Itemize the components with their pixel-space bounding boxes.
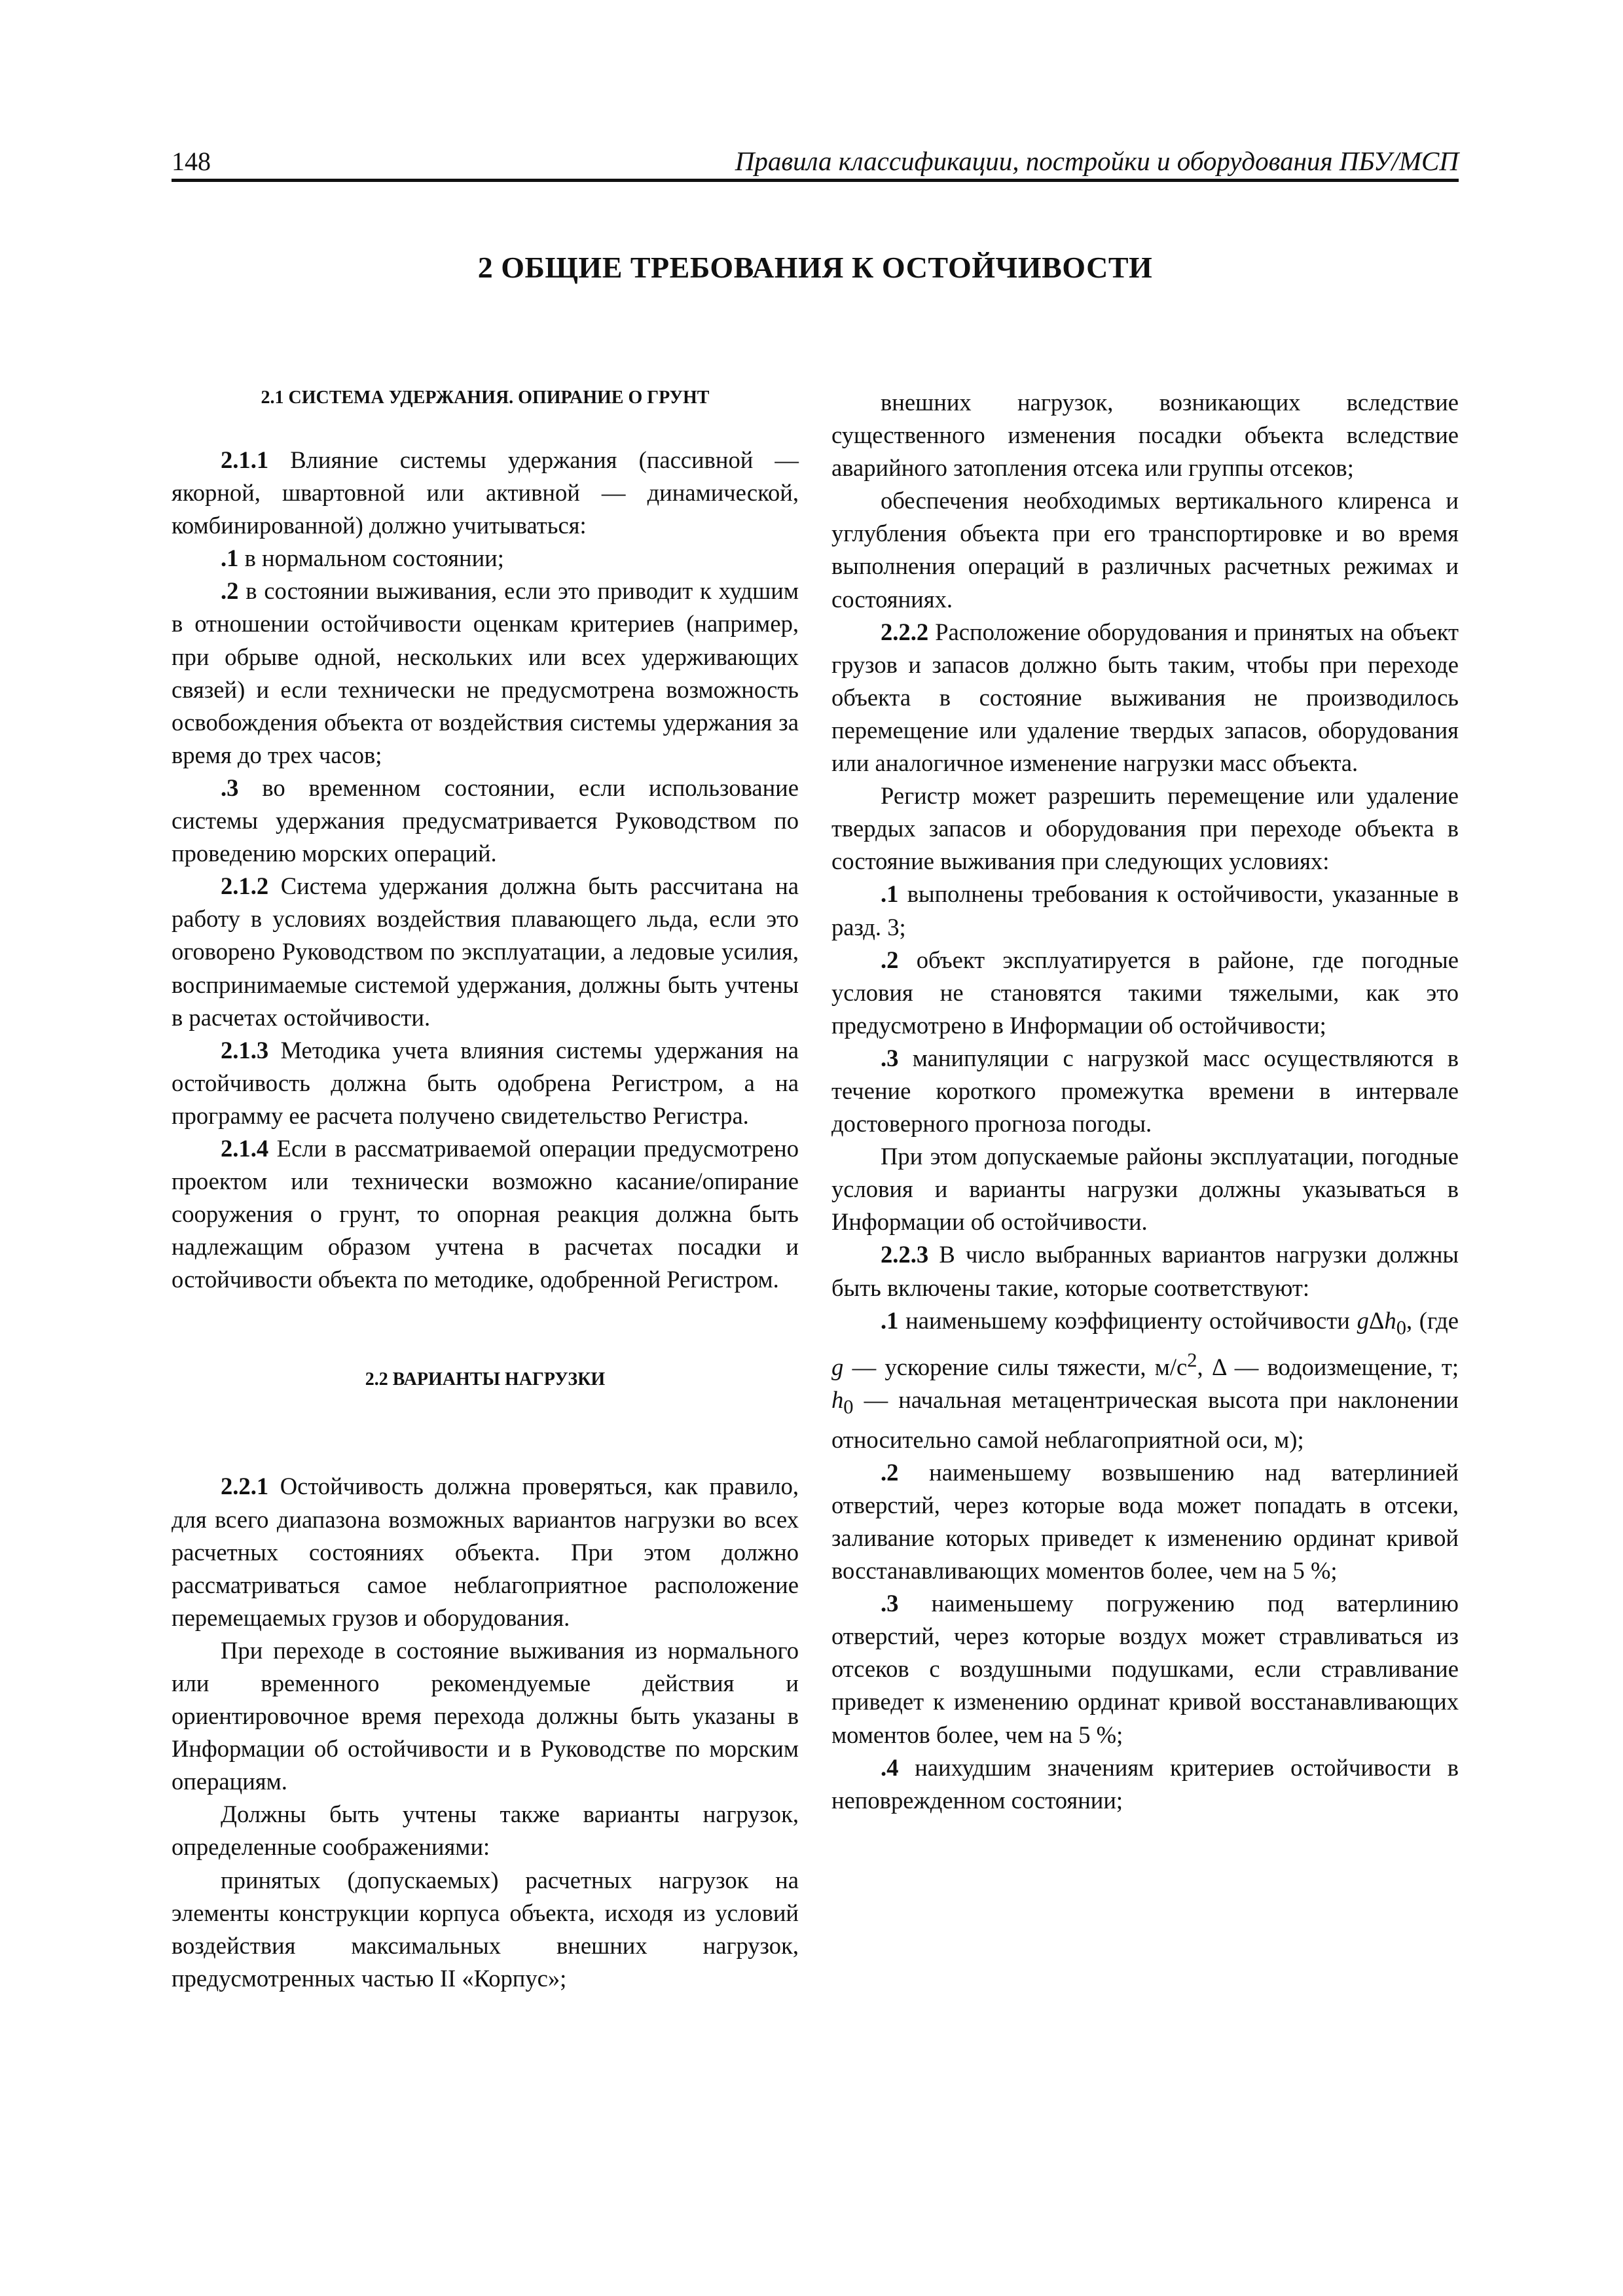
paragraph-2-2-1: [172, 1470, 799, 1634]
paragraph-text: Расположение оборудования и принятых на объект грузов и запасов должно быть таким, чтобы при переходе объекта в состояние выживания не производилось перемещение или удаление твердых запасов, оборудования или аналогичное изменение нагрузки масс объекта.: [831, 618, 1459, 777]
paragraph-transition: При переходе в состояние выживания из нормального или временного рекомендуемые действия и ориентировочное время перехода должны быть указаны в Информации об остойчивости и в Руководстве по морским операциям.: [172, 1636, 799, 1795]
paragraph-text: Остойчивость должна проверяться, как правило, для всего диапазона возможных вариантов нагрузки во всех расчетных состояниях объекта. При этом должно рассматриваться самое неблагоприятное расположение перемещаемых грузов и оборудования.: [172, 1473, 799, 1631]
item-text: наихудшим значениям критериев остойчивости в неповрежденном состоянии;: [831, 1753, 1459, 1814]
paragraph-external-loads: внешних нагрузок, возникающих вследствие существенного изменения посадки объекта вследствие аварийного затопления отсека или группы отсеков;: [831, 389, 1459, 482]
item-text: манипуляции с нагрузкой масс осуществляются в течение короткого промежутка времени в интервале достоверного прогноза погоды.: [831, 1044, 1459, 1138]
item-text: во временном состоянии, если использование системы удержания предусматривается Руководством по проведению морских операций.: [172, 774, 799, 867]
paragraph-text: Если в рассматриваемой операции предусмотрено проектом или технически возможно касание/опирание сооружения о грунт, то опорная реакция должна быть надлежащим образом учтена в расчетах посадки и остойчивости объекта по методике, одобренной Регистром.: [172, 1134, 799, 1293]
running-title: Правила классификации, постройки и оборудования ПБУ/МСП: [735, 146, 1459, 176]
paragraph-text: В число выбранных вариантов нагрузки должны быть включены такие, которые соответствуют:: [831, 1241, 1459, 1301]
item-number: .1: [221, 545, 239, 572]
paragraph-text: Методика учета влияния системы удержания на остойчивость должна быть одобрена Регистром, а на программу ее расчета получено свидетельство Регистра.: [172, 1036, 799, 1129]
list-item: [831, 1304, 1459, 1456]
paragraph-register: Регистр может разрешить перемещение или удаление твердых запасов и оборудования при переходе объекта в состояние выживания при следующих условиях:: [831, 782, 1459, 875]
symbol-g: g: [1357, 1306, 1369, 1334]
item-text: , (где: [1406, 1306, 1459, 1334]
section-2-2-heading: 2.2 ВАРИАНТЫ НАГРУЗКИ: [365, 1369, 606, 1390]
paragraph-areas: При этом допускаемые районы эксплуатации, погодные условия и варианты нагрузки должны указываться в Информации об остойчивости.: [831, 1143, 1459, 1236]
item-text: наименьшему возвышению над ватерлинией отверстий, через которые вода может попадать в отсеки, заливание которых приведет к изменению ординат кривой восстанавливающих моментов более, чем на 5 %;: [831, 1458, 1459, 1585]
clause-number: 2.2.3: [881, 1241, 929, 1268]
item-text: — начальная метацентрическая высота при наклонении относительно самой неблагоприятной оси, м);: [831, 1386, 1459, 1453]
paragraph-2-2-3: [831, 1238, 1459, 1304]
list-item: [831, 1751, 1459, 1817]
item-number: .2: [221, 577, 239, 605]
paragraph-clearance: обеспечения необходимых вертикального клиренса и углубления объекта при его транспортировке и во время выполнения операций в различных расчетных режимах и состояниях.: [831, 487, 1459, 613]
item-text: в состоянии выживания, если это приводит к худшим в отношении остойчивости оценкам критериев (например, при обрыве одной, нескольких или всех удерживающих связей) и если технически не предусмотрена возможность освобождения объекта от воздействия системы удержания за время до трех часов;: [172, 577, 799, 768]
list-item: [831, 878, 1459, 943]
item-text: в нормальном состоянии;: [238, 545, 504, 572]
item-text: — ускорение силы тяжести, м/с: [843, 1354, 1188, 1381]
section-2-1-heading: 2.1 СИСТЕМА УДЕРЖАНИЯ. ОПИРАНИЕ О ГРУНТ: [261, 387, 710, 408]
list-item: [172, 575, 799, 772]
item-text: объект эксплуатируется в районе, где погодные условия не становятся такими тяжелыми, как это предусмотрено в Информации об остойчивости;: [831, 946, 1459, 1039]
clause-number: 2.2.1: [221, 1473, 269, 1500]
paragraph-2-1-3: [172, 1034, 799, 1132]
item-number: .3: [881, 1590, 899, 1617]
item-number: .2: [881, 1458, 899, 1486]
right-column: [831, 386, 1459, 1817]
item-number: .1: [881, 1306, 899, 1334]
paragraph-2-1-1: [172, 444, 799, 542]
symbol-delta: Δ: [1368, 1306, 1385, 1334]
paragraph-text: Система удержания должна быть рассчитана на работу в условиях воздействия плавающего льда, если это оговорено Руководством по эксплуатации, а ледовые усилия, воспринимаемые системой удержания, должны быть учтены в расчетах остойчивости.: [172, 872, 799, 1031]
symbol-g: g: [831, 1354, 844, 1381]
paragraph-text: Влияние системы удержания (пассивной — якорной, швартовной или активной — динамической, комбинированной) должно учитываться:: [172, 446, 799, 539]
list-item: [831, 944, 1459, 1042]
chapter-title: 2 ОБЩИЕ ТРЕБОВАНИЯ К ОСТОЙЧИВОСТИ: [477, 251, 1153, 284]
clause-number: 2.1.1: [221, 446, 269, 473]
symbol-h: h: [1384, 1306, 1396, 1334]
subscript-zero: 0: [843, 1395, 854, 1418]
paragraph-accepted-loads: принятых (допускаемых) расчетных нагрузок на элементы конструкции корпуса объекта, исходя из условий воздействия максимальных внешних нагрузок, предусмотренных частью II «Корпус»;: [172, 1866, 799, 1992]
list-item: [172, 542, 799, 575]
superscript-two: 2: [1187, 1349, 1197, 1372]
list-item: [831, 1042, 1459, 1140]
item-text: , Δ — водоизмещение, т;: [1197, 1354, 1459, 1381]
page-header: [172, 141, 1459, 182]
symbol-h: h: [831, 1386, 844, 1414]
page-number: 148: [172, 147, 211, 176]
item-number: .3: [221, 774, 239, 801]
clause-number: 2.1.2: [221, 872, 269, 900]
list-item: [172, 772, 799, 870]
clause-number: 2.1.4: [221, 1134, 269, 1162]
item-number: .2: [881, 946, 899, 973]
list-item: [831, 1456, 1459, 1587]
paragraph-2-1-4: [172, 1132, 799, 1296]
item-number: .3: [881, 1044, 899, 1071]
item-number: .1: [881, 880, 899, 908]
subscript-zero: 0: [1396, 1316, 1406, 1338]
paragraph-2-2-2: [831, 616, 1459, 780]
item-text: наименьшему погружению под ватерлинию отверстий, через которые воздух может стравливаться из отсеков с воздушными подушками, если стравливание приведет к изменению ординат кривой восстанавливающих моментов более, чем на 5 %;: [831, 1590, 1459, 1748]
item-text: выполнены требования к остойчивости, указанные в разд. 3;: [831, 880, 1459, 941]
item-number: .4: [881, 1753, 899, 1781]
paragraph-also: Должны быть учтены также варианты нагрузок, определенные соображениями:: [172, 1801, 799, 1861]
item-text: наименьшему коэффициенту остойчивости: [898, 1306, 1357, 1334]
paragraph-2-1-2: [172, 870, 799, 1033]
clause-number: 2.2.2: [881, 618, 929, 645]
clause-number: 2.1.3: [221, 1036, 269, 1064]
left-column: [172, 386, 799, 1995]
list-item: [831, 1587, 1459, 1751]
